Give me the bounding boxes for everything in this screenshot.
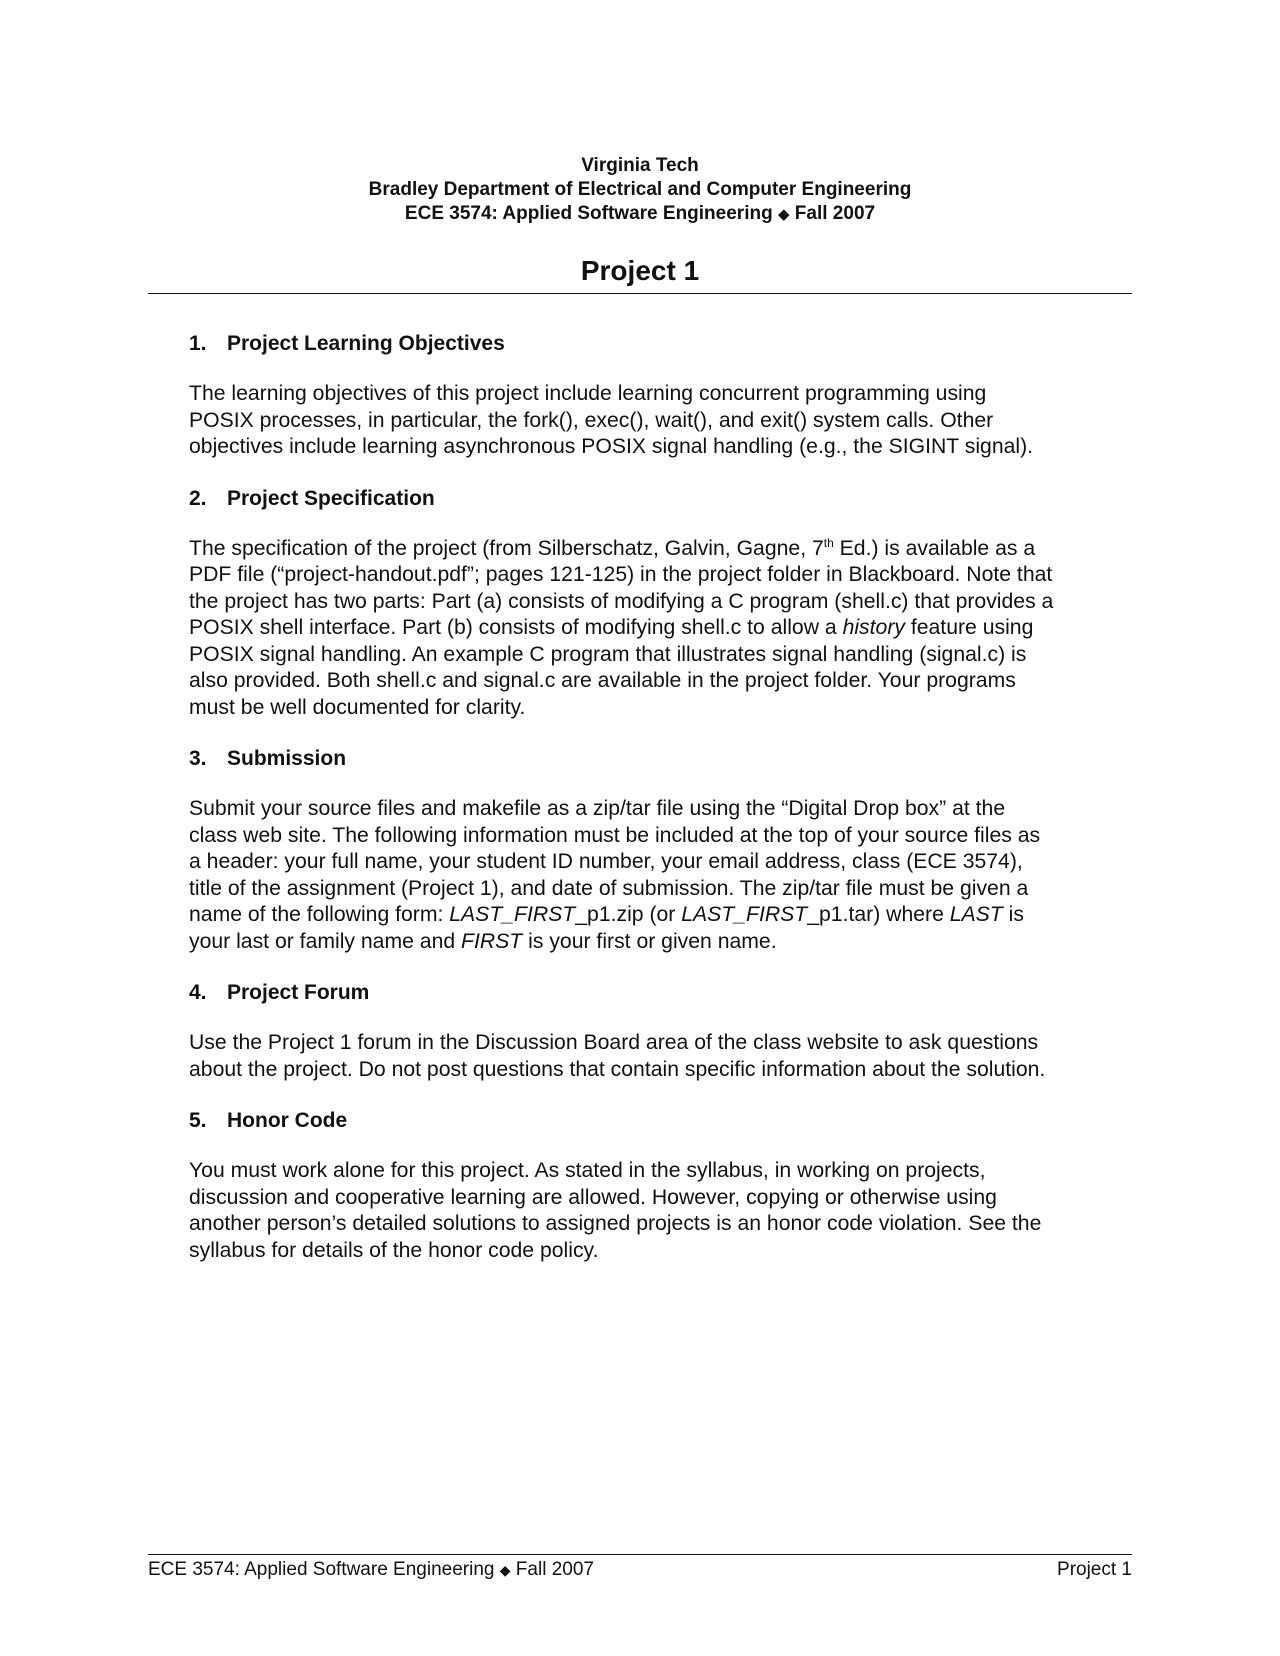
paragraph-line: also provided. Both shell.c and signal.c are available in the project folder. Your programs <box>189 669 1016 692</box>
page-title: Project 1 <box>580 255 700 286</box>
paragraph-line: the project has two parts: Part (a) consists of modifying a C program (shell.c) that provides a <box>189 589 1054 613</box>
emphasis: LAST_FIRST <box>449 903 576 926</box>
course-line <box>148 202 1132 227</box>
footer-course-name: ECE 3574: Applied Software Engineering <box>148 1559 495 1580</box>
paragraph-line: another person’s detailed solutions to assigned projects is an honor code violation. See the <box>189 1212 1042 1235</box>
section-number: 1. <box>189 332 207 355</box>
footer-term: Fall 2007 <box>515 1559 594 1580</box>
superscript: th <box>823 535 834 550</box>
document-body <box>189 331 1139 1289</box>
paragraph-line: objectives include learning asynchronous POSIX signal handling (e.g., the SIGINT signal). <box>189 435 1034 458</box>
department-name: Bradley Department of Electrical and Computer Engineering <box>368 179 912 200</box>
emphasis: history <box>842 616 905 639</box>
text-run: your last or family name and <box>189 929 462 953</box>
paragraph-line: class web site. The following information must be included at the top of your source files as <box>189 823 1041 847</box>
document-header <box>148 154 1132 227</box>
footer-project-label: Project 1 <box>1057 1559 1132 1580</box>
paragraph-line: must be well documented for clarity. <box>189 695 526 719</box>
objectives-paragraph <box>189 381 1139 461</box>
section-heading-submission <box>189 746 1139 772</box>
section-heading-objectives <box>189 331 1139 357</box>
section-title: Project Learning Objectives <box>227 332 505 355</box>
paragraph-line <box>189 536 1139 563</box>
text-run: POSIX shell interface. Part (b) consists of modifying shell.c to allow a <box>189 616 843 639</box>
paragraph-line <box>189 615 1139 642</box>
paragraph-line <box>189 929 1139 956</box>
paragraph-line: a header: your full name, your student ID number, your email address, class (ECE 3574), <box>189 850 1023 873</box>
section-title: Honor Code <box>227 1109 348 1132</box>
paragraph-line: title of the assignment (Project 1), and date of submission. The zip/tar file must be given a <box>189 876 1029 900</box>
footer-course <box>148 1558 594 1582</box>
diamond-icon: ◆ <box>777 206 790 223</box>
text-run: Ed.) is available as a <box>833 536 1036 560</box>
emphasis: FIRST <box>461 929 523 953</box>
paragraph-line: POSIX processes, in particular, the fork(), exec(), wait(), and exit() system calls. Other <box>189 408 994 432</box>
paragraph-line: The learning objectives of this project include learning concurrent programming using <box>189 382 987 405</box>
diamond-icon: ◆ <box>499 1562 511 1578</box>
section-heading-honor-code <box>189 1108 1139 1134</box>
page-footer <box>148 1558 1132 1582</box>
paragraph-line: You must work alone for this project. As stated in the syllabus, in working on projects, <box>189 1159 986 1182</box>
course-name: ECE 3574: Applied Software Engineering <box>404 203 773 224</box>
specification-paragraph <box>189 536 1139 722</box>
text-run: is <box>1002 903 1024 926</box>
section-title: Submission <box>227 747 347 770</box>
paragraph-line: Use the Project 1 forum in the Discussion Board area of the class website to ask questions <box>189 1031 1039 1054</box>
section-number: 3. <box>189 747 207 770</box>
section-heading-forum <box>189 980 1139 1006</box>
paragraph-line: syllabus for details of the honor code policy. <box>189 1238 599 1262</box>
paragraph-line <box>189 902 1139 929</box>
text-run: The specification of the project (from Silberschatz, Galvin, Gagne, 7 <box>189 536 824 560</box>
paragraph-line: discussion and cooperative learning are allowed. However, copying or otherwise using <box>189 1185 997 1209</box>
section-number: 2. <box>189 486 207 510</box>
section-number: 4. <box>189 981 207 1004</box>
submission-paragraph <box>189 796 1139 955</box>
section-title: Project Specification <box>227 486 435 510</box>
title-divider <box>148 293 1132 294</box>
university-name: Virginia Tech <box>581 155 699 176</box>
section-number: 5. <box>189 1109 207 1132</box>
emphasis: LAST_FIRST <box>681 903 808 926</box>
paragraph-line: Submit your source files and makefile as a zip/tar file using the “Digital Drop box” at the <box>189 797 1006 820</box>
term: Fall 2007 <box>794 203 876 224</box>
text-run: feature using <box>904 616 1034 639</box>
honor-code-paragraph <box>189 1158 1139 1264</box>
emphasis: LAST <box>949 903 1003 926</box>
text-run: is your first or given name. <box>522 929 777 953</box>
section-title: Project Forum <box>227 981 370 1004</box>
text-run: _p1.zip (or <box>575 903 682 926</box>
forum-paragraph <box>189 1030 1139 1083</box>
text-run: _p1.tar) where <box>807 903 950 926</box>
paragraph-line: about the project. Do not post questions that contain specific information about the solution. <box>189 1057 1046 1081</box>
text-run: name of the following form: <box>189 903 450 926</box>
footer-divider <box>148 1554 1132 1555</box>
section-heading-specification <box>189 486 1139 512</box>
paragraph-line: POSIX signal handling. An example C program that illustrates signal handling (signal.c) is <box>189 642 1027 666</box>
paragraph-line: PDF file (“project-handout.pdf”; pages 121-125) in the project folder in Blackboard. Note that <box>189 563 1053 586</box>
